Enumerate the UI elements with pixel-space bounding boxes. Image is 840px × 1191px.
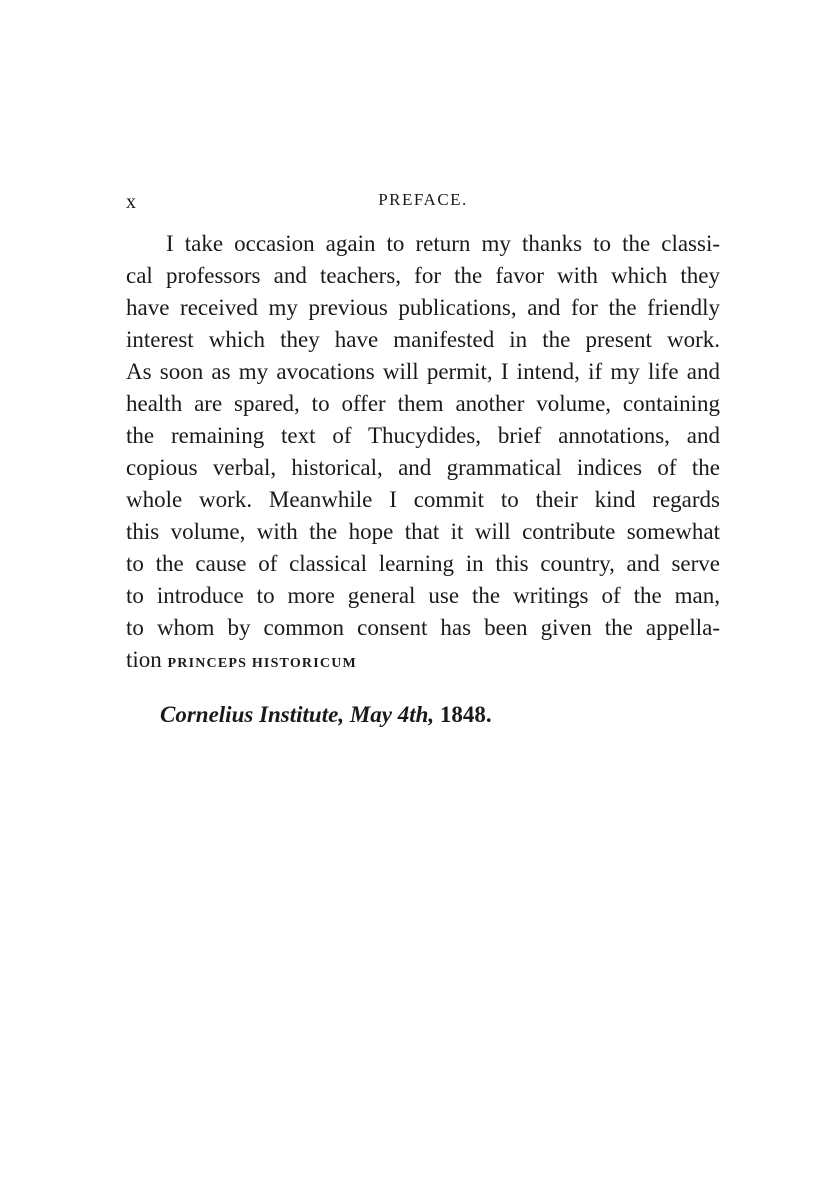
text-line: whole work. Meanwhile I commit to their kind regards	[126, 487, 720, 512]
running-head	[126, 186, 720, 216]
preface-paragraph	[126, 228, 720, 676]
text-line: the remaining text of Thucydides, brief annotations, and	[126, 423, 720, 448]
princeps-historicum: PRINCEPS HISTORICUM	[167, 656, 357, 671]
text-line-final	[126, 644, 720, 676]
final-word: tion	[126, 647, 162, 672]
text-line: health are spared, to offer them another volume, containing	[126, 391, 720, 416]
text-line: to introduce to more general use the writings of the man,	[126, 583, 720, 608]
signature-line	[160, 702, 492, 728]
page-number: x	[126, 191, 136, 213]
text-line: have received my previous publications, and for the friendly	[126, 295, 720, 320]
text-line: I take occasion again to return my thanks to the classi-	[166, 231, 720, 256]
text-line: interest which they have manifested in the present work.	[126, 327, 720, 352]
signature-place-date: Cornelius Institute, May 4th,	[160, 702, 435, 727]
text-line: this volume, with the hope that it will contribute somewhat	[126, 519, 720, 544]
signature-year: 1848.	[439, 702, 492, 727]
text-line: As soon as my avocations will permit, I intend, if my life and	[126, 359, 720, 384]
text-line: cal professors and teachers, for the favor with which they	[126, 263, 720, 288]
running-title: PREFACE.	[378, 190, 468, 209]
text-line: copious verbal, historical, and grammatical indices of the	[126, 455, 720, 480]
text-line: to whom by common consent has been given the appella-	[126, 615, 720, 640]
text-line: to the cause of classical learning in this country, and serve	[126, 551, 720, 576]
